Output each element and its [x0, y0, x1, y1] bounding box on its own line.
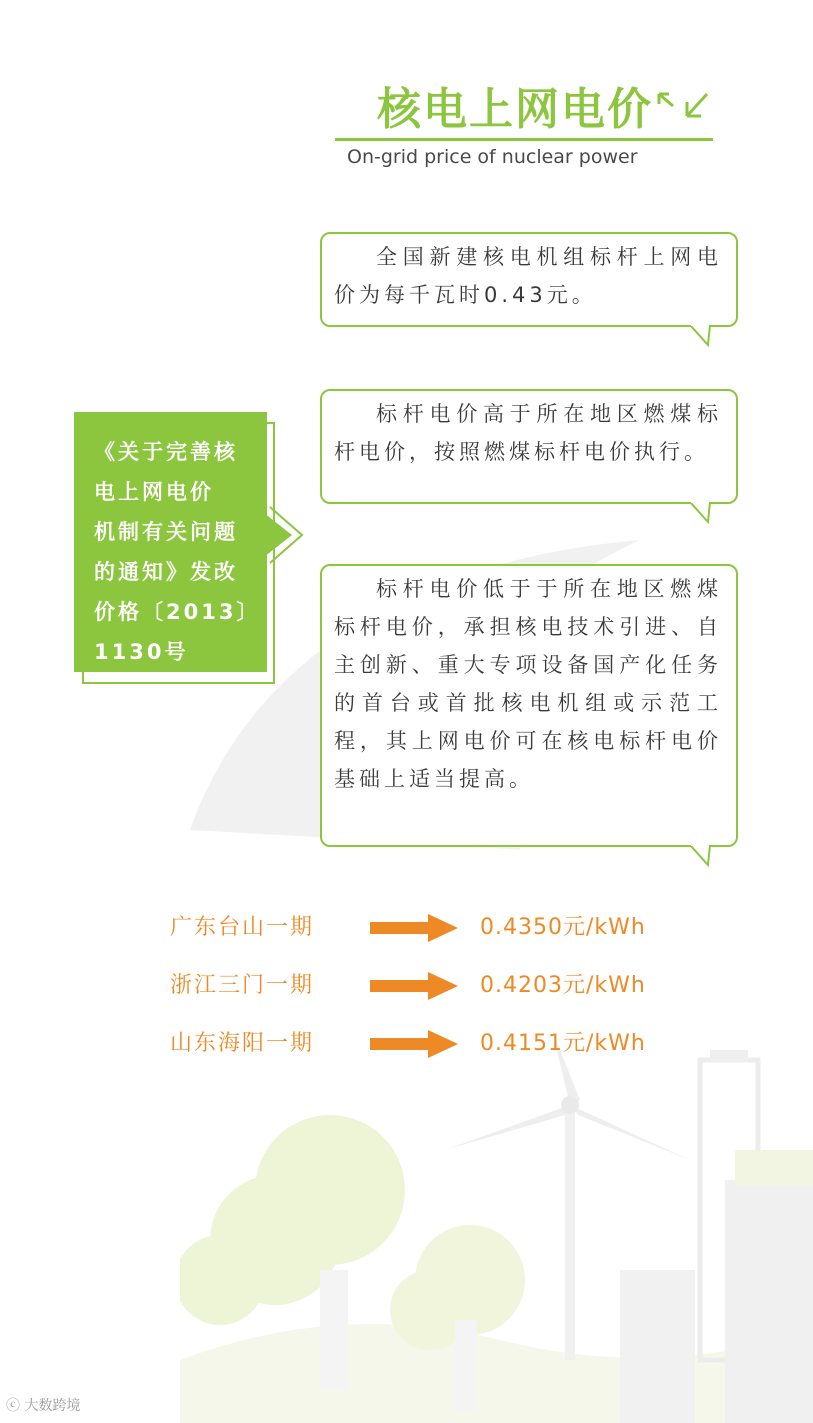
price-row: [170, 1024, 690, 1064]
notice-box-pointer: [264, 505, 304, 565]
info-bubble-2-text: 标杆电价高于所在地区燃煤标杆电价，按照燃煤标杆电价执行。: [334, 402, 722, 464]
info-bubble-1-text: 全国新建核电机组标杆上网电价为每千瓦时0.43元。: [334, 245, 722, 307]
bubble-1-tail: [690, 325, 730, 347]
price-place: 山东海阳一期: [170, 1031, 315, 1056]
price-value: 0.4350元/kWh: [480, 915, 646, 940]
watermark-text: 大数跨境: [24, 1398, 81, 1414]
notice-line: 机制有关问题: [94, 520, 238, 544]
orange-arrow-icon: [370, 1030, 458, 1058]
notice-line: 的通知》发改: [94, 560, 238, 584]
notice-line: 电上网电价: [94, 480, 214, 504]
page-title: 核电上网电价: [377, 84, 653, 135]
notice-box: [74, 412, 267, 672]
price-value: 0.4203元/kWh: [480, 973, 646, 998]
orange-arrow-icon: [370, 914, 458, 942]
corner-arrows-icon: [655, 90, 715, 130]
info-bubble-3-text: 标杆电价低于于所在地区燃煤标杆电价，承担核电技术引进、自主创新、重大专项设备国产化任务的首台或首批核电机组或示范工程，其上网电价可在核电标杆电价基础上适当提高。: [334, 577, 722, 791]
info-bubble-2: [320, 389, 738, 504]
watermark: [6, 1396, 80, 1416]
price-value: 0.4151元/kWh: [480, 1031, 646, 1056]
page-subtitle: On-grid price of nuclear power: [347, 146, 638, 168]
info-bubble-1: [320, 232, 738, 327]
title-underline: [335, 138, 713, 141]
price-row: [170, 908, 690, 948]
orange-arrow-icon: [370, 972, 458, 1000]
price-place: 浙江三门一期: [170, 973, 315, 998]
notice-line: 《关于完善核: [94, 440, 238, 464]
info-bubble-3: [320, 564, 738, 847]
price-row: [170, 966, 690, 1006]
price-place: 广东台山一期: [170, 915, 315, 940]
watermark-logo-icon: ⓒ: [6, 1398, 25, 1414]
bubble-3-tail: [690, 845, 730, 867]
notice-line: 1130号: [94, 640, 189, 664]
bubble-2-tail: [690, 502, 730, 524]
notice-line: 价格〔2013〕: [94, 600, 261, 624]
background-city-scene: [180, 1040, 813, 1423]
